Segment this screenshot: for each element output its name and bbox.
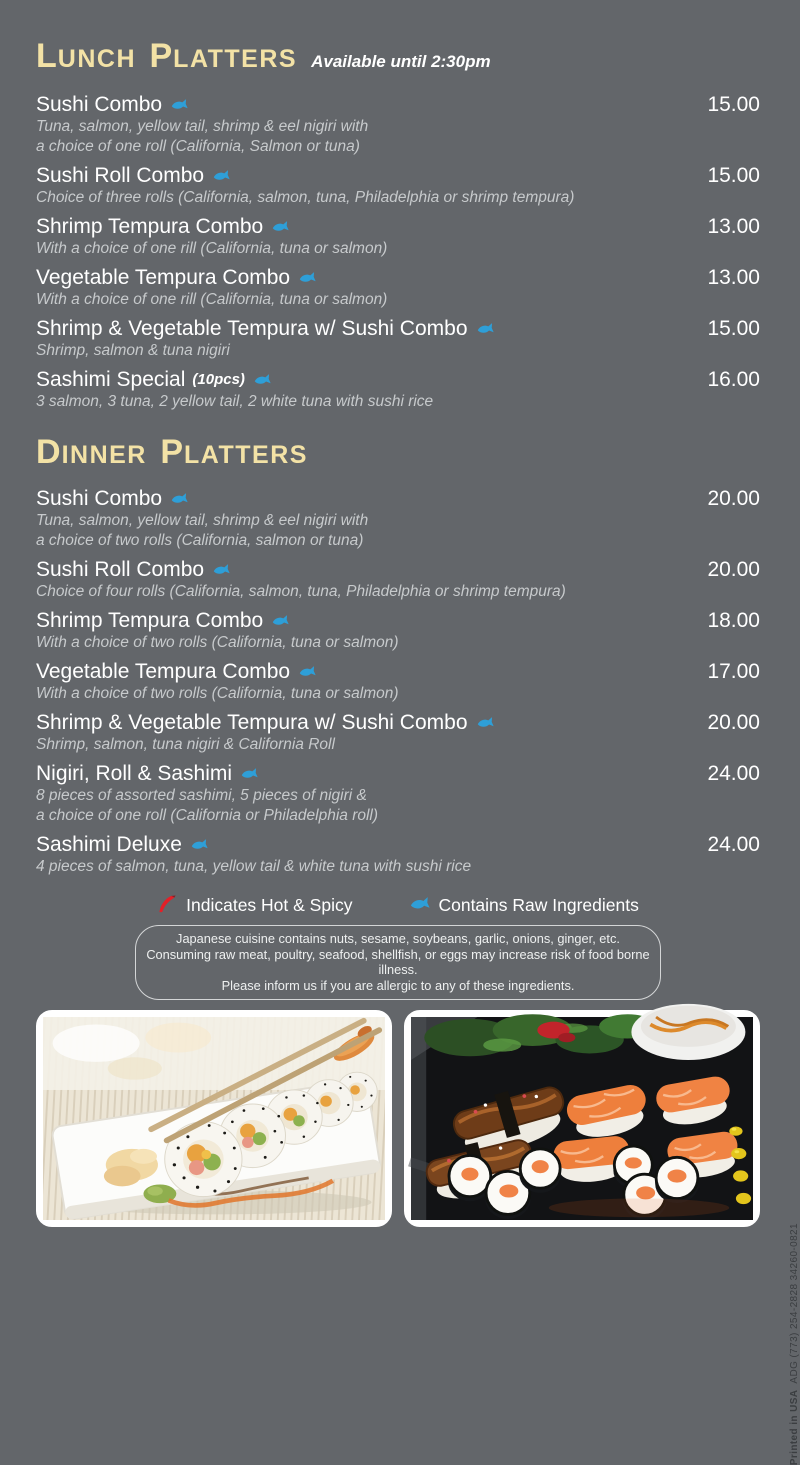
lunch-section <box>36 38 760 412</box>
item-name: Sashimi Deluxe <box>36 833 182 856</box>
menu-item <box>36 832 760 877</box>
menu-item <box>36 659 760 704</box>
menu-item-head <box>36 761 760 786</box>
legend-spicy <box>157 892 352 919</box>
lunch-subtitle: Available until 2:30pm <box>311 52 491 71</box>
raw-fish-icon <box>477 323 494 335</box>
lunch-items-list <box>36 92 760 412</box>
menu-item-head <box>36 832 760 857</box>
raw-fish-icon <box>241 768 258 780</box>
hot-pepper-icon <box>157 892 178 919</box>
menu-item-head <box>36 92 760 117</box>
print-info-code: ADG (773) 254-2828 34260-0821 <box>789 1223 800 1384</box>
item-price: 20.00 <box>707 558 760 581</box>
item-price: 18.00 <box>707 609 760 632</box>
item-name: Sushi Combo <box>36 487 163 510</box>
menu-item-head <box>36 608 760 633</box>
legend-raw <box>410 895 638 916</box>
legend-row <box>36 893 760 917</box>
allergy-disclaimer-box <box>135 925 661 1000</box>
raw-fish-icon <box>191 839 208 851</box>
raw-fish-icon <box>299 666 316 678</box>
item-price: 15.00 <box>707 317 760 340</box>
item-description: Tuna, salmon, yellow tail, shrimp & eel nigiri with a choice of one roll (California, Salmon or tuna) <box>36 118 369 155</box>
raw-fish-icon <box>171 493 188 505</box>
item-name: Shrimp Tempura Combo <box>36 215 264 238</box>
raw-fish-icon <box>254 374 271 386</box>
menu-item <box>36 92 760 157</box>
menu-item <box>36 557 760 602</box>
raw-fish-icon <box>272 221 289 233</box>
item-name: Sushi Roll Combo <box>36 558 205 581</box>
print-info-country: Printed in USA <box>789 1389 800 1465</box>
item-name: Shrimp & Vegetable Tempura w/ Sushi Combo <box>36 317 468 340</box>
item-description: With a choice of one rill (California, tuna or salmon) <box>36 240 388 257</box>
item-description: Tuna, salmon, yellow tail, shrimp & eel nigiri with a choice of two rolls (California, salmon or tuna) <box>36 512 369 549</box>
photo-row <box>36 1010 760 1227</box>
menu-item-head <box>36 710 760 735</box>
menu-item <box>36 761 760 826</box>
item-price: 20.00 <box>707 711 760 734</box>
menu-item <box>36 486 760 551</box>
item-name: Vegetable Tempura Combo <box>36 266 291 289</box>
dinner-section-title <box>36 434 760 474</box>
dinner-section <box>36 434 760 877</box>
item-note: (10pcs) <box>192 371 245 388</box>
menu-item-head <box>36 163 760 188</box>
item-description: With a choice of one rill (California, tuna or salmon) <box>36 291 388 308</box>
item-description: 8 pieces of assorted sashimi, 5 pieces of nigiri & a choice of one roll (California or Philadelphia roll) <box>36 787 379 824</box>
item-price: 15.00 <box>707 93 760 116</box>
item-name: Sashimi Special <box>36 368 186 391</box>
menu-item <box>36 710 760 755</box>
item-name: Shrimp Tempura Combo <box>36 609 264 632</box>
item-description: Choice of four rolls (California, salmon, tuna, Philadelphia or shrimp tempura) <box>36 583 566 600</box>
item-description: Choice of three rolls (California, salmon, tuna, Philadelphia or shrimp tempura) <box>36 189 575 206</box>
item-price: 20.00 <box>707 487 760 510</box>
item-description: With a choice of two rolls (California, tuna or salmon) <box>36 634 399 651</box>
item-price: 16.00 <box>707 368 760 391</box>
menu-item-head <box>36 265 760 290</box>
item-description: Shrimp, salmon & tuna nigiri <box>36 342 230 359</box>
raw-fish-icon <box>272 615 289 627</box>
menu-item <box>36 265 760 310</box>
menu-item <box>36 608 760 653</box>
menu-item-head <box>36 486 760 511</box>
item-price: 13.00 <box>707 215 760 238</box>
menu-item <box>36 163 760 208</box>
raw-fish-icon <box>213 564 230 576</box>
item-price: 15.00 <box>707 164 760 187</box>
item-price: 24.00 <box>707 833 760 856</box>
item-description: With a choice of two rolls (California, tuna or salmon) <box>36 685 399 702</box>
lunch-section-title <box>36 38 760 80</box>
item-name: Sushi Roll Combo <box>36 164 205 187</box>
item-description: 3 salmon, 3 tuna, 2 yellow tail, 2 white tuna with sushi rice <box>36 393 434 410</box>
lunch-title-text: LUNCH PLATTERS <box>36 37 298 75</box>
menu-item <box>36 214 760 259</box>
raw-fish-icon <box>213 170 230 182</box>
salmon-nigiri-tray-photo <box>404 1010 760 1227</box>
item-name: Nigiri, Roll & Sashimi <box>36 762 233 785</box>
legend-raw-label: Contains Raw Ingredients <box>438 894 639 915</box>
disclaimer-line-2: Consuming raw meat, poultry, seafood, shellfish, or eggs may increase risk of food borne illness. <box>146 946 650 977</box>
raw-fish-icon <box>477 717 494 729</box>
print-info <box>789 1223 800 1465</box>
menu-item <box>36 316 760 361</box>
item-price: 24.00 <box>707 762 760 785</box>
legend-spicy-label: Indicates Hot & Spicy <box>186 894 353 915</box>
item-name: Shrimp & Vegetable Tempura w/ Sushi Combo <box>36 711 468 734</box>
menu-item-head <box>36 557 760 582</box>
menu-item-head <box>36 316 760 341</box>
menu-item <box>36 367 760 412</box>
item-price: 17.00 <box>707 660 760 683</box>
disclaimer-line-1: Japanese cuisine contains nuts, sesame, soybeans, garlic, onions, ginger, etc. <box>176 931 620 946</box>
item-name: Vegetable Tempura Combo <box>36 660 291 683</box>
menu-item-head <box>36 214 760 239</box>
item-description: 4 pieces of salmon, tuna, yellow tail & white tuna with sushi rice <box>36 858 472 875</box>
item-name: Sushi Combo <box>36 93 163 116</box>
california-roll-plate-photo <box>36 1010 392 1227</box>
menu-item-head <box>36 659 760 684</box>
menu-item-head <box>36 367 760 392</box>
dinner-items-list <box>36 486 760 877</box>
raw-fish-icon <box>299 272 316 284</box>
item-price: 13.00 <box>707 266 760 289</box>
raw-fish-icon <box>171 99 188 111</box>
item-description: Shrimp, salmon, tuna nigiri & California Roll <box>36 736 335 753</box>
dinner-title-text: DINNER PLATTERS <box>36 433 308 471</box>
disclaimer-line-3: Please inform us if you are allergic to any of these ingredients. <box>221 977 575 993</box>
raw-fish-icon <box>410 895 430 916</box>
